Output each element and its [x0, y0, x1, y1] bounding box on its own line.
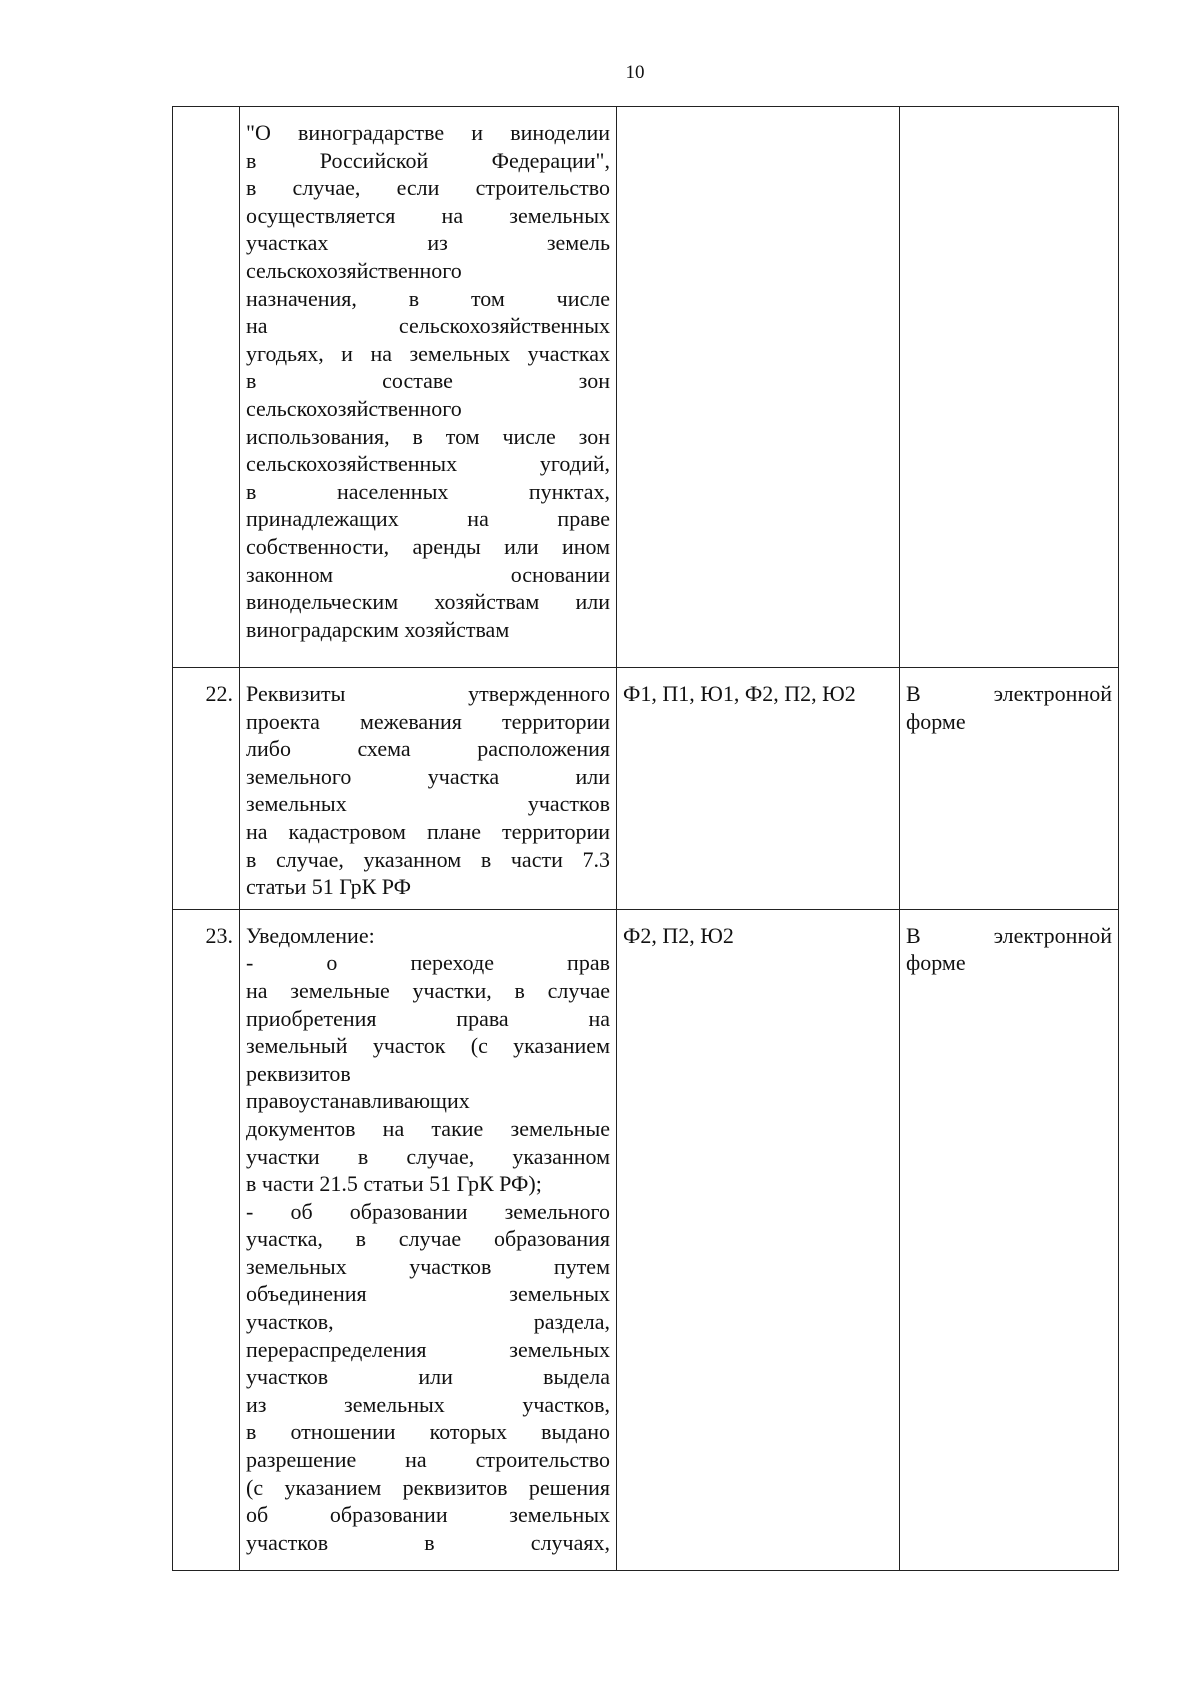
description-line: Реквизиты утвержденного: [246, 681, 610, 706]
row-number-cell: 22.: [173, 668, 240, 910]
description-line: на сельскохозяйственных: [246, 313, 610, 339]
form-line: В электронной: [906, 681, 1112, 706]
description-line: Уведомление:: [246, 922, 375, 948]
description-line: - об образовании земельного: [246, 1198, 610, 1224]
description-line: участков, раздела,: [246, 1309, 610, 1335]
description-line: на кадастровом плане территории: [246, 818, 610, 844]
applicant-category-cell: Ф1, П1, Ю1, Ф2, П2, Ю2: [617, 668, 900, 910]
form-line: форме: [906, 708, 966, 734]
description-line: объединения земельных: [246, 1281, 610, 1307]
description-line: принадлежащих на праве: [246, 506, 610, 532]
description-line: виноградарским хозяйствам: [246, 616, 510, 642]
form-line: форме: [906, 950, 966, 976]
description-line: винодельческим хозяйствам или: [246, 589, 610, 615]
description-line: сельскохозяйственного: [246, 257, 462, 283]
description-cell: [240, 909, 617, 1570]
description-line: земельный участок (с указанием: [246, 1033, 610, 1059]
description-line: об образовании земельных: [246, 1502, 610, 1528]
description-line: в случае, если строительство: [246, 175, 610, 201]
description-line: "О виноградарстве и виноделии: [246, 120, 610, 145]
table-row: [173, 668, 1119, 910]
page-number: 10: [625, 62, 645, 83]
description-line: на земельные участки, в случае: [246, 977, 610, 1003]
description-line: реквизитов: [246, 1060, 351, 1086]
description-line: либо схема расположения: [246, 736, 610, 762]
table-row: [173, 107, 1119, 668]
description-line: участках из земель: [246, 230, 610, 256]
applicant-category-cell: Ф2, П2, Ю2: [617, 909, 900, 1570]
description-cell: [240, 668, 617, 910]
documents-table: [172, 106, 1119, 1571]
description-line: разрешение на строительство: [246, 1447, 610, 1473]
description-line: осуществляется на земельных: [246, 202, 610, 228]
description-line: участка, в случае образования: [246, 1226, 610, 1252]
description-line: в Российской Федерации",: [246, 147, 610, 173]
submission-form-cell: [900, 107, 1119, 668]
description-line: в отношении которых выдано: [246, 1419, 610, 1445]
description-cell: [240, 107, 617, 668]
description-line: в составе зон: [246, 368, 610, 394]
description-line: участков в случаях,: [246, 1529, 610, 1555]
description-line: законном основании: [246, 561, 610, 587]
description-line: в населенных пунктах,: [246, 478, 610, 504]
description-line: использования, в том числе зон: [246, 423, 610, 449]
form-line: В электронной: [906, 922, 1112, 948]
description-line: в случае, указанном в части 7.3: [246, 846, 610, 872]
description-line: участков или выдела: [246, 1364, 610, 1390]
row-number-cell: [173, 107, 240, 668]
description-line: документов на такие земельные: [246, 1115, 610, 1141]
description-line: участки в случае, указанном: [246, 1143, 610, 1169]
description-line: проекта межевания территории: [246, 708, 610, 734]
description-line: перераспределения земельных: [246, 1336, 610, 1362]
description-line: земельных участков путем: [246, 1253, 610, 1279]
description-line: земельного участка или: [246, 763, 610, 789]
description-line: - о переходе прав: [246, 950, 610, 976]
description-line: собственности, аренды или ином: [246, 533, 610, 559]
description-line: статьи 51 ГрК РФ: [246, 874, 412, 900]
applicant-category-cell: [617, 107, 900, 668]
submission-form-cell: [900, 909, 1119, 1570]
description-line: земельных участков: [246, 791, 610, 817]
description-line: в части 21.5 статьи 51 ГрК РФ);: [246, 1171, 542, 1197]
table-row: [173, 909, 1119, 1570]
description-line: угодьях, и на земельных участках: [246, 340, 610, 366]
row-number-cell: 23.: [173, 909, 240, 1570]
submission-form-cell: [900, 668, 1119, 910]
description-line: (с указанием реквизитов решения: [246, 1474, 610, 1500]
description-line: сельскохозяйственных угодий,: [246, 451, 610, 477]
description-line: правоустанавливающих: [246, 1088, 470, 1114]
description-line: назначения, в том числе: [246, 285, 610, 311]
description-line: из земельных участков,: [246, 1391, 610, 1417]
description-line: приобретения права на: [246, 1005, 610, 1031]
description-line: сельскохозяйственного: [246, 395, 462, 421]
